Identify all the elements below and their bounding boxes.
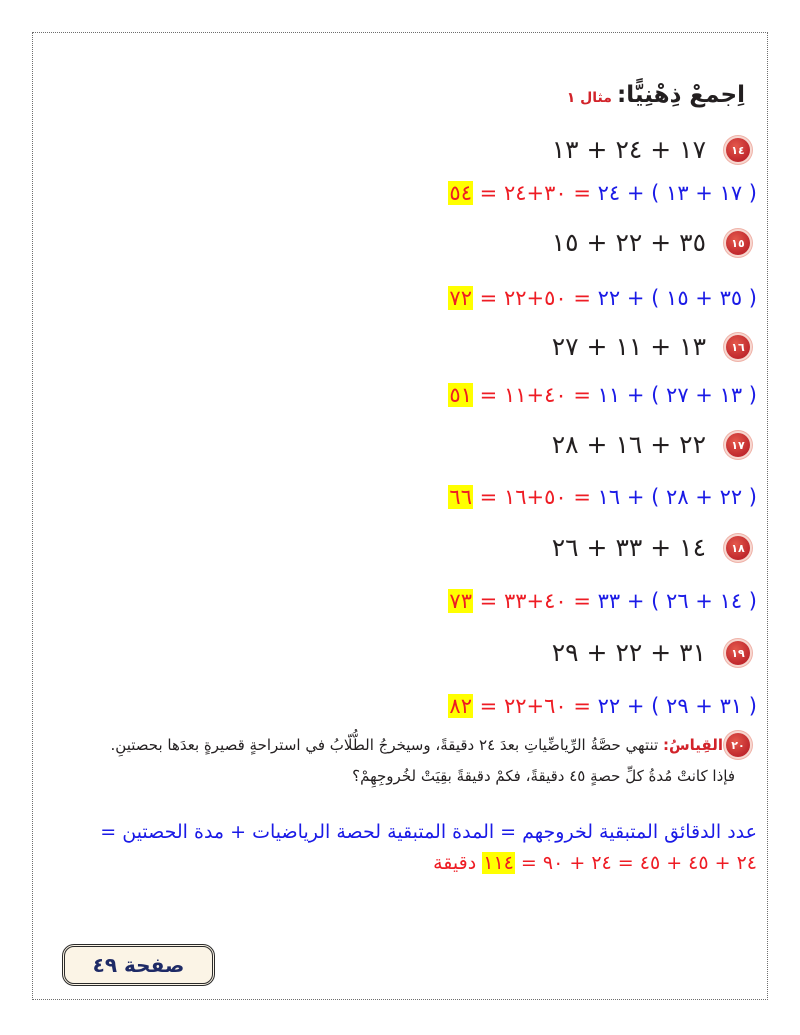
problem-number-badge: ١٦: [726, 335, 750, 359]
problem-number-badge: ١٨: [726, 536, 750, 560]
word-problem-question: فإذا كانتْ مُدةُ كلِّ حصةٍ ٤٥ دقيقةً، فكمْ دقيقةً بقِيَتْ لخُروجِهِمْ؟: [352, 767, 735, 785]
problem-number-badge: ١٤: [726, 138, 750, 162]
problem-14-question-row: [552, 133, 750, 167]
answer-grouping: ( ١٧ + ١٣ ) + ٢٤: [597, 181, 757, 205]
answer-grouping: ( ١٤ + ٢٦ ) + ٣٣: [597, 589, 757, 613]
answer-calculation: ٢٤ + ٤٥ + ٤٥ = ٢٤ + ٩٠ =: [520, 852, 757, 874]
answer-grouping: ( ٣٥ + ١٥ ) + ٢٢: [597, 286, 757, 310]
answer-result: ٧٢: [449, 286, 472, 310]
answer-result: ٧٣: [449, 589, 472, 613]
heading-title: اِجمعْ ذِهْنِيًّا:: [617, 82, 745, 108]
problem-16-answer-row: [448, 380, 757, 410]
problem-17-answer-row: [448, 482, 757, 512]
answer-step: = ٥٠+٢٢ =: [479, 286, 591, 310]
word-problem-line-2: [352, 765, 735, 787]
problem-18-answer-row: [448, 586, 757, 616]
problem-expression: ١٧ + ٢٤ + ١٣: [551, 135, 706, 164]
answer-unit: دقيقة: [433, 852, 477, 874]
page-number-box: [62, 944, 215, 986]
answer-explanation: عدد الدقائق المتبقية لخروجهم = المدة المتبقية لحصة الرياضيات + مدة الحصتين =: [100, 821, 757, 843]
answer-step: = ٦٠+٢٢ =: [479, 694, 591, 718]
problem-number-badge: ١٥: [726, 231, 750, 255]
answer-step: = ٣٠+٢٤ =: [479, 181, 591, 205]
word-problem-line-1: [111, 734, 723, 756]
answer-grouping: ( ٢٢ + ٢٨ ) + ١٦: [597, 485, 757, 509]
answer-grouping: ( ١٣ + ٢٧ ) + ١١: [597, 383, 757, 407]
problem-expression: ١٣ + ١١ + ٢٧: [551, 332, 706, 361]
answer-result: ٥٤: [449, 181, 472, 205]
page-number-label: صفحة ٤٩: [92, 953, 185, 977]
problem-expression: ٢٢ + ١٦ + ٢٨: [551, 430, 706, 459]
problem-19-question-row: [552, 636, 750, 670]
answer-grouping: ( ٣١ + ٢٩ ) + ٢٢: [597, 694, 757, 718]
word-problem-label: القِياسُ:: [662, 736, 723, 754]
problem-expression: ٣٥ + ٢٢ + ١٥: [551, 228, 706, 257]
problem-16-question-row: [552, 330, 750, 364]
problem-number-badge: ١٩: [726, 641, 750, 665]
answer-step: = ٥٠+١٦ =: [479, 485, 591, 509]
problem-19-answer-row: [448, 691, 757, 721]
section-heading: [567, 78, 745, 112]
problem-14-answer-row: [448, 178, 757, 208]
problem-number-badge: ١٧: [726, 433, 750, 457]
word-problem-answer-line-1: [100, 819, 757, 845]
problem-expression: ١٤ + ٣٣ + ٢٦: [551, 533, 706, 562]
answer-step: = ٤٠+١١ =: [479, 383, 591, 407]
problem-15-question-row: [552, 226, 750, 260]
answer-result: ١١٤: [483, 852, 514, 874]
problem-number-badge: ٢٠: [726, 733, 750, 757]
problem-expression: ٣١ + ٢٢ + ٢٩: [551, 638, 706, 667]
word-problem-text: تنتهي حصَّةُ الرِّياضِّياتِ بعدَ ٢٤ دقيقةً، وسيخرجُ الطُّلّابُ في استراحةٍ قصيرةٍ بعدَها بحصتينِ.: [110, 736, 659, 754]
heading-example-ref: مثال ١: [566, 90, 612, 106]
answer-result: ٨٢: [449, 694, 472, 718]
answer-result: ٦٦: [449, 485, 472, 509]
answer-step: = ٤٠+٣٣ =: [479, 589, 591, 613]
problem-15-answer-row: [448, 283, 757, 313]
problem-17-question-row: [552, 428, 750, 462]
answer-result: ٥١: [449, 383, 472, 407]
word-problem-answer-line-2: [433, 850, 757, 876]
problem-18-question-row: [552, 531, 750, 565]
